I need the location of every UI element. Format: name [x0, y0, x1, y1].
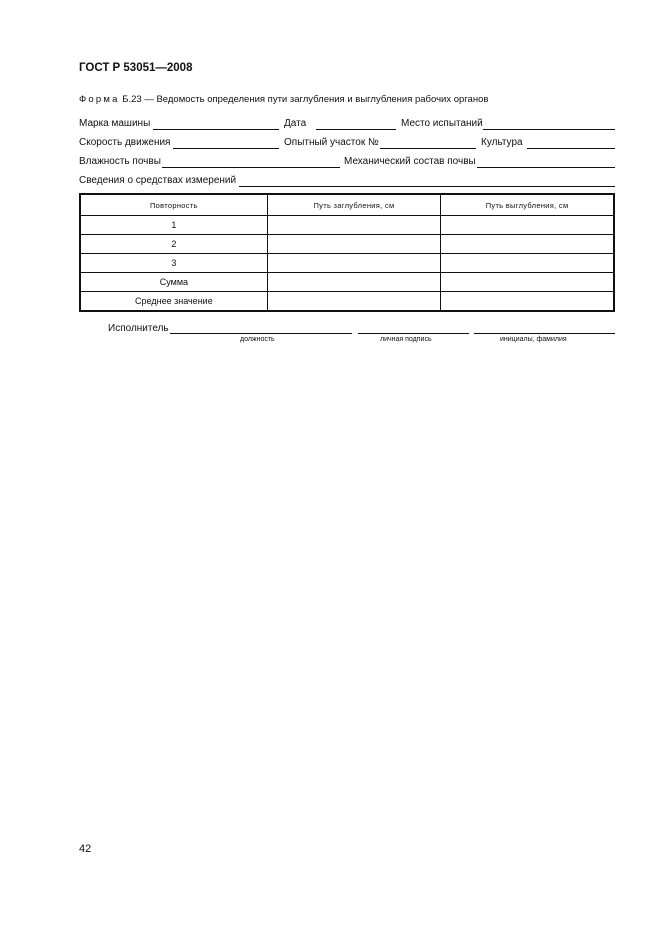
signature-input-line[interactable] — [358, 333, 469, 334]
table-cell[interactable] — [267, 235, 440, 254]
table-cell[interactable] — [267, 216, 440, 235]
speed-label: Скорость движения — [79, 137, 171, 148]
standard-number: ГОСТ Р 53051—2008 — [79, 62, 193, 74]
moisture-label: Влажность почвы — [79, 156, 161, 167]
row-label: 3 — [80, 254, 267, 273]
form-word: Форма — [79, 94, 120, 105]
instruments-label: Сведения о средствах измерений — [79, 175, 237, 186]
machine-input-line[interactable] — [153, 129, 279, 130]
place-input-line[interactable] — [483, 129, 615, 130]
name-caption: инициалы, фамилия — [500, 336, 567, 343]
signature-caption: личная подпись — [380, 336, 432, 343]
form-title: Б.23 — Ведомость определения пути заглубления и выглубления рабочих органов — [119, 94, 489, 105]
row-label: 2 — [80, 235, 267, 254]
row-label: Сумма — [80, 273, 267, 292]
field-row-2 — [79, 137, 615, 151]
table-row — [80, 254, 614, 273]
column-header: Путь выглубления, см — [441, 194, 614, 216]
column-header: Повторность — [80, 194, 267, 216]
field-row-4 — [79, 175, 615, 189]
table-cell[interactable] — [267, 273, 440, 292]
table-row — [80, 216, 614, 235]
table-cell[interactable] — [441, 235, 614, 254]
moisture-input-line[interactable] — [162, 167, 340, 168]
instruments-input-line[interactable] — [239, 186, 615, 187]
plot-input-line[interactable] — [380, 148, 476, 149]
composition-label: Механический состав почвы — [344, 156, 476, 167]
table-row — [80, 292, 614, 312]
crop-label: Культура — [481, 137, 523, 148]
row-label: 1 — [80, 216, 267, 235]
plot-label: Опытный участок № — [284, 137, 379, 148]
column-header: Путь заглубления, см — [267, 194, 440, 216]
table-cell[interactable] — [441, 273, 614, 292]
name-input-line[interactable] — [474, 333, 615, 334]
table-row — [80, 235, 614, 254]
composition-input-line[interactable] — [477, 167, 615, 168]
form-caption — [79, 94, 488, 105]
table-cell[interactable] — [441, 216, 614, 235]
machine-label: Марка машины — [79, 118, 151, 129]
page-number: 42 — [79, 843, 92, 855]
measurement-table — [79, 193, 615, 312]
table-cell[interactable] — [267, 254, 440, 273]
row-label: Среднее значение — [80, 292, 267, 312]
crop-input-line[interactable] — [527, 148, 615, 149]
field-row-3 — [79, 156, 615, 170]
table-cell[interactable] — [441, 254, 614, 273]
date-label: Дата — [284, 118, 307, 129]
position-caption: должность — [240, 336, 275, 343]
date-input-line[interactable] — [316, 129, 396, 130]
field-row-1 — [79, 118, 615, 132]
performer-label: Исполнитель — [108, 323, 169, 334]
place-label: Место испытаний — [401, 118, 483, 129]
position-input-line[interactable] — [170, 333, 352, 334]
table-cell[interactable] — [267, 292, 440, 312]
speed-input-line[interactable] — [173, 148, 279, 149]
table-header-row — [80, 194, 614, 216]
table-cell[interactable] — [441, 292, 614, 312]
table-row — [80, 273, 614, 292]
